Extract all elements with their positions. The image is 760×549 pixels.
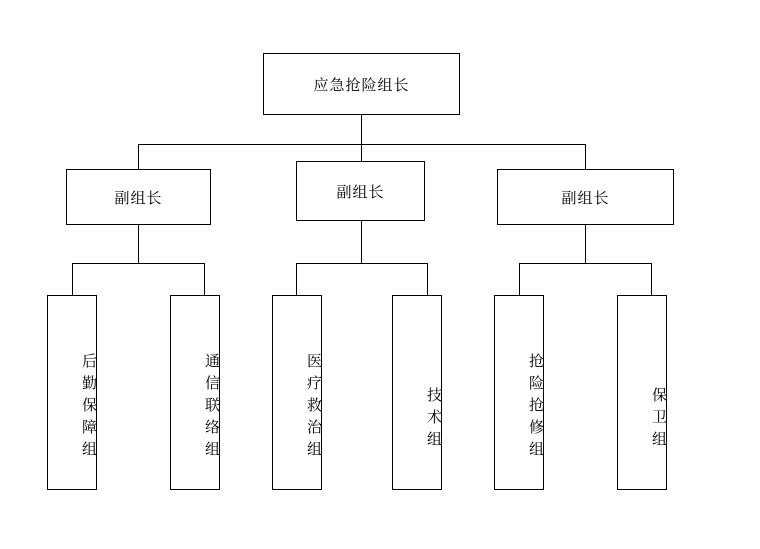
node-deputy-2-label: 副组长	[336, 183, 385, 201]
node-deputy-3-label: 副组长	[561, 189, 610, 207]
node-team-3	[272, 295, 322, 490]
node-team-5-label: 抢险抢修组	[527, 352, 544, 463]
connector-deputy3-drop	[585, 144, 586, 169]
connector-team6-drop	[651, 263, 652, 295]
connector-deputy1-drop	[138, 144, 139, 169]
node-team-6	[617, 295, 667, 490]
connector-deputy3-stem	[585, 225, 586, 263]
connector-team4-drop	[427, 263, 428, 295]
node-team-4-label: 技术组	[425, 386, 442, 453]
node-team-4	[392, 295, 442, 490]
node-deputy-3	[497, 169, 674, 225]
node-team-3-label: 医疗救治组	[305, 352, 322, 463]
node-team-5	[494, 295, 544, 490]
node-deputy-2	[296, 161, 425, 221]
connector-root-stem	[361, 115, 362, 144]
connector-deputy3-bar	[519, 263, 651, 264]
node-team-6-label: 保卫组	[650, 386, 667, 453]
connector-team5-drop	[519, 263, 520, 295]
connector-team2-drop	[204, 263, 205, 295]
connector-deputy2-stem	[361, 221, 362, 263]
connector-team3-drop	[296, 263, 297, 295]
node-team-2-label: 通信联络组	[203, 352, 220, 463]
connector-deputy1-bar	[72, 263, 204, 264]
node-root	[263, 53, 460, 115]
node-team-1-label: 后勤保障组	[80, 352, 97, 463]
node-team-2	[170, 295, 220, 490]
node-root-label: 应急抢险组长	[313, 76, 410, 94]
connector-deputy2-bar	[296, 263, 427, 264]
node-deputy-1-label: 副组长	[114, 189, 163, 207]
node-deputy-1	[66, 169, 211, 225]
connector-deputy1-stem	[138, 225, 139, 263]
node-team-1	[47, 295, 97, 490]
connector-deputy2-drop	[361, 144, 362, 161]
connector-team1-drop	[72, 263, 73, 295]
